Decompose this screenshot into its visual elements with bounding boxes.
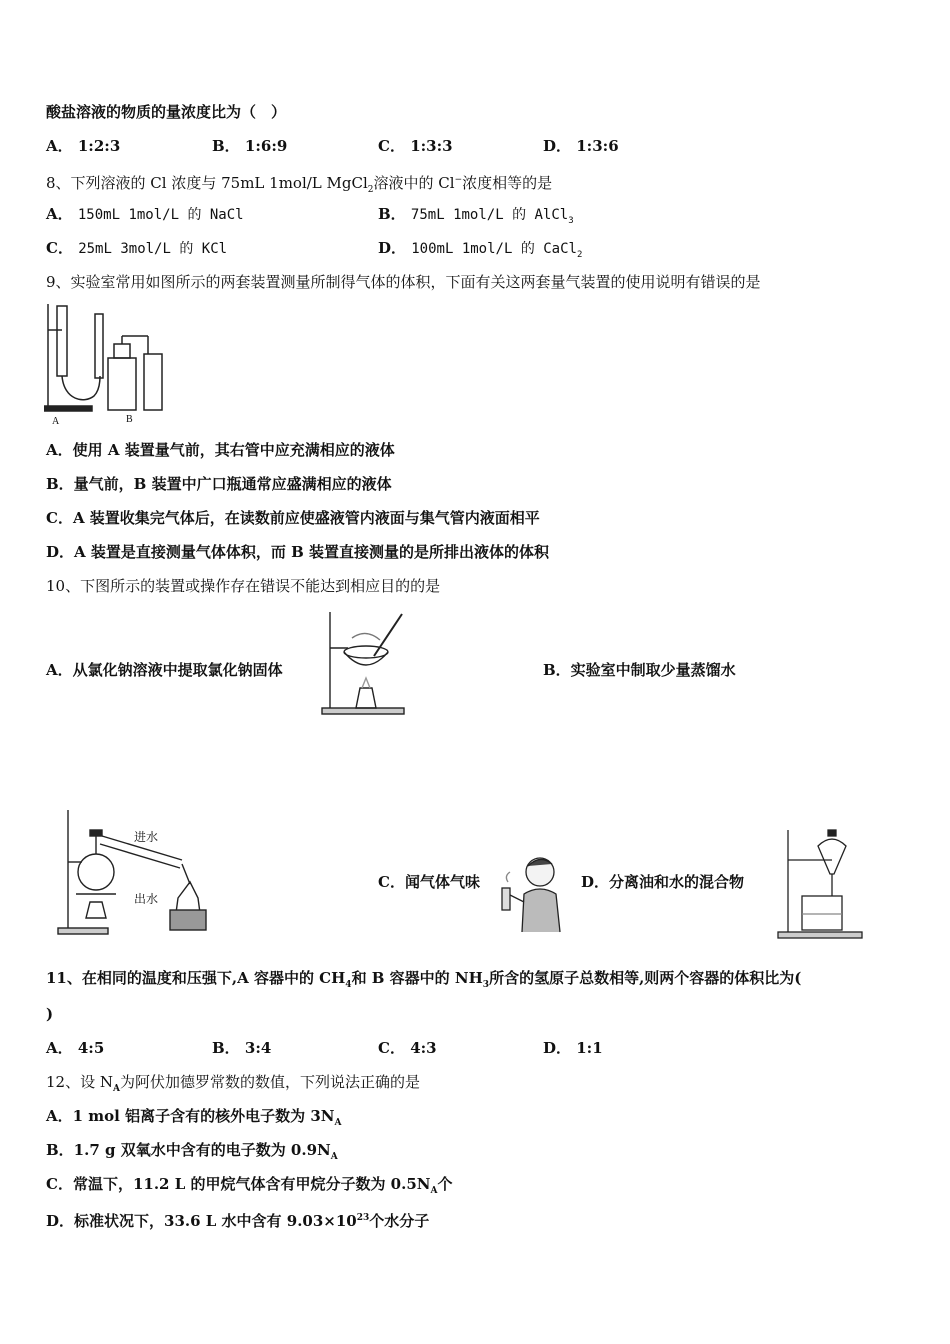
q9-option-d: D．A 装置是直接测量气体体积，而 B 装置直接测量的是所排出液体的体积 [46,543,549,561]
smelling-gas-figure [494,854,568,934]
q12-option-c: C．常温下，11.2 L 的甲烷气体含有甲烷分子数为 $0.5N_A$个 [46,1175,453,1196]
evaporation-apparatus-figure [318,608,408,716]
q11-stem: 11、在相同的温度和压强下,A 容器中的 $CH_4$和 B 容器中的 $NH_3$所含的氢原子总数相等,则两个容器的体积比为( [46,969,802,990]
q8-option-c: C． 25mL 3mol/L 的 KCl [46,239,228,257]
q12-option-a: A．1 mol 铝离子含有的核外电子数为 $3N_A$ [46,1107,342,1128]
label-water-out: 出水 [134,892,159,906]
q10-option-b: B．实验室中制取少量蒸馏水 [543,661,736,679]
q11-option-c: C． 4:3 [378,1039,437,1057]
figure-label-a: A [52,416,60,427]
q11-option-d: D． 1:1 [543,1039,603,1057]
label-water-in: 进水 [134,830,159,844]
q9-option-c: C．A 装置收集完气体后，在读数前应使盛液管内液面与集气管内液面相平 [46,509,540,527]
q7-option-a: A． 1:2:3 [46,137,121,155]
q7-option-c: C． 1:3:3 [378,137,453,155]
q10-option-c: C．闻气体气味 [378,873,480,891]
q8-stem: 8、下列溶液的 Cl 浓度与 75mL 1mol/L MgCl$_2$溶液中的 Cl−浓度相等的是 [46,174,553,195]
q8-option-a: A． 150mL 1mol/L 的 NaCl [46,205,244,223]
q8-option-d: D． 100mL 1mol/L 的 CaCl$_2$ [378,239,583,260]
q11-stem-close: ) [46,1005,54,1023]
figure-label-b: B [126,414,133,425]
q9-option-a: A．使用 A 装置量气前，其右管中应充满相应的液体 [46,441,395,459]
q11-option-a: A． 4:5 [46,1039,105,1057]
q7-option-b: B． 1:6:9 [212,137,288,155]
q12-option-b: B．1.7 g 双氧水中含有的电子数为 $0.9N_A$ [46,1141,338,1162]
q12-option-d: D．标准状况下，33.6 L 水中含有 $9.03\times 10^{23}$个水分子 [46,1212,430,1230]
q9-option-b: B．量气前，B 装置中广口瓶通常应盛满相应的液体 [46,475,392,493]
separatory-funnel-figure [776,826,866,940]
q9-stem: 9、实验室常用如图所示的两套装置测量所制得气体的体积，下面有关这两套量气装置的使用说明有错误的是 [46,273,761,291]
q8-option-b: B． 75mL 1mol/L 的 AlCl$_3$ [378,205,574,226]
q7-stem-tail: 酸盐溶液的物质的量浓度比为（ ） [46,103,287,121]
q10-option-d: D．分离油和水的混合物 [581,873,745,891]
q10-stem: 10、下图所示的装置或操作存在错误不能达到相应目的的是 [46,577,441,595]
q10-option-a: A．从氯化钠溶液中提取氯化钠固体 [46,661,283,679]
q7-option-d: D． 1:3:6 [543,137,619,155]
q12-stem: 12、设 $N_A$为阿伏加德罗常数的数值，下列说法正确的是 [46,1073,420,1094]
q11-option-b: B． 3:4 [212,1039,272,1057]
distillation-apparatus-figure [56,806,212,936]
gas-measuring-apparatus-figure [44,300,174,418]
